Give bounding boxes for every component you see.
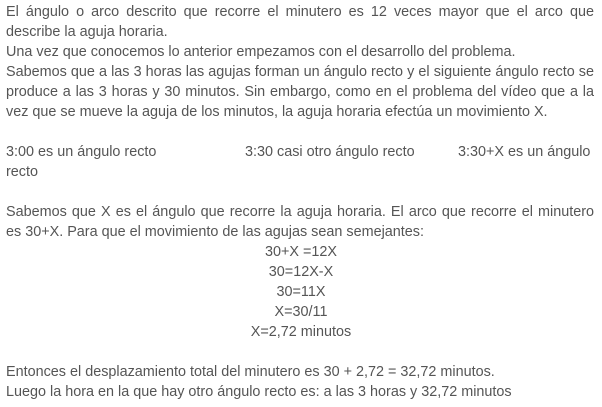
equation-1: 30+X =12X (264, 244, 338, 260)
time-330x-note: 3:30+X es un ángulo (458, 144, 591, 160)
paragraph-4-line-2: es 30+X. Para que el movimiento de las agujas sean semejantes: (6, 224, 424, 240)
conclusion-line-2: Luego la hora en la que hay otro ángulo recto es: a las 3 horas y 32,72 minutos (6, 384, 512, 400)
paragraph-3-line-1: Sabemos que a las 3 horas las agujas forman un ángulo recto y el siguiente ángulo recto se (6, 64, 594, 80)
paragraph-1-line-2: describe la aguja horaria. (6, 24, 168, 40)
paragraph-4-line-1: Sabemos que X es el ángulo que recorre la aguja horaria. El arco que recorre el minutero (6, 204, 594, 220)
equation-4: X=30/11 (274, 304, 328, 320)
time-330-note: 3:30 casi otro ángulo recto (245, 144, 415, 160)
equation-3: 30=11X (276, 284, 326, 300)
paragraph-3-line-2: produce a las 3 horas y 30 minutos. Sin embargo, como en el problema del vídeo que a la (6, 84, 594, 100)
equation-2: 30=12X-X (268, 264, 334, 280)
equation-5: X=2,72 minutos (250, 324, 352, 340)
time-300-note: 3:00 es un ángulo recto (6, 144, 157, 160)
paragraph-2: Una vez que conocemos lo anterior empezamos con el desarrollo del problema. (6, 44, 516, 60)
time-330x-note-wrap: recto (6, 164, 38, 180)
paragraph-1-line-1: El ángulo o arco descrito que recorre el minutero es 12 veces mayor que el arco que (6, 4, 594, 20)
conclusion-line-1: Entonces el desplazamiento total del minutero es 30 + 2,72 = 32,72 minutos. (6, 364, 495, 380)
paragraph-3-line-3: vez que se mueve la aguja de los minutos, la aguja horaria efectúa un movimiento X. (6, 104, 548, 120)
